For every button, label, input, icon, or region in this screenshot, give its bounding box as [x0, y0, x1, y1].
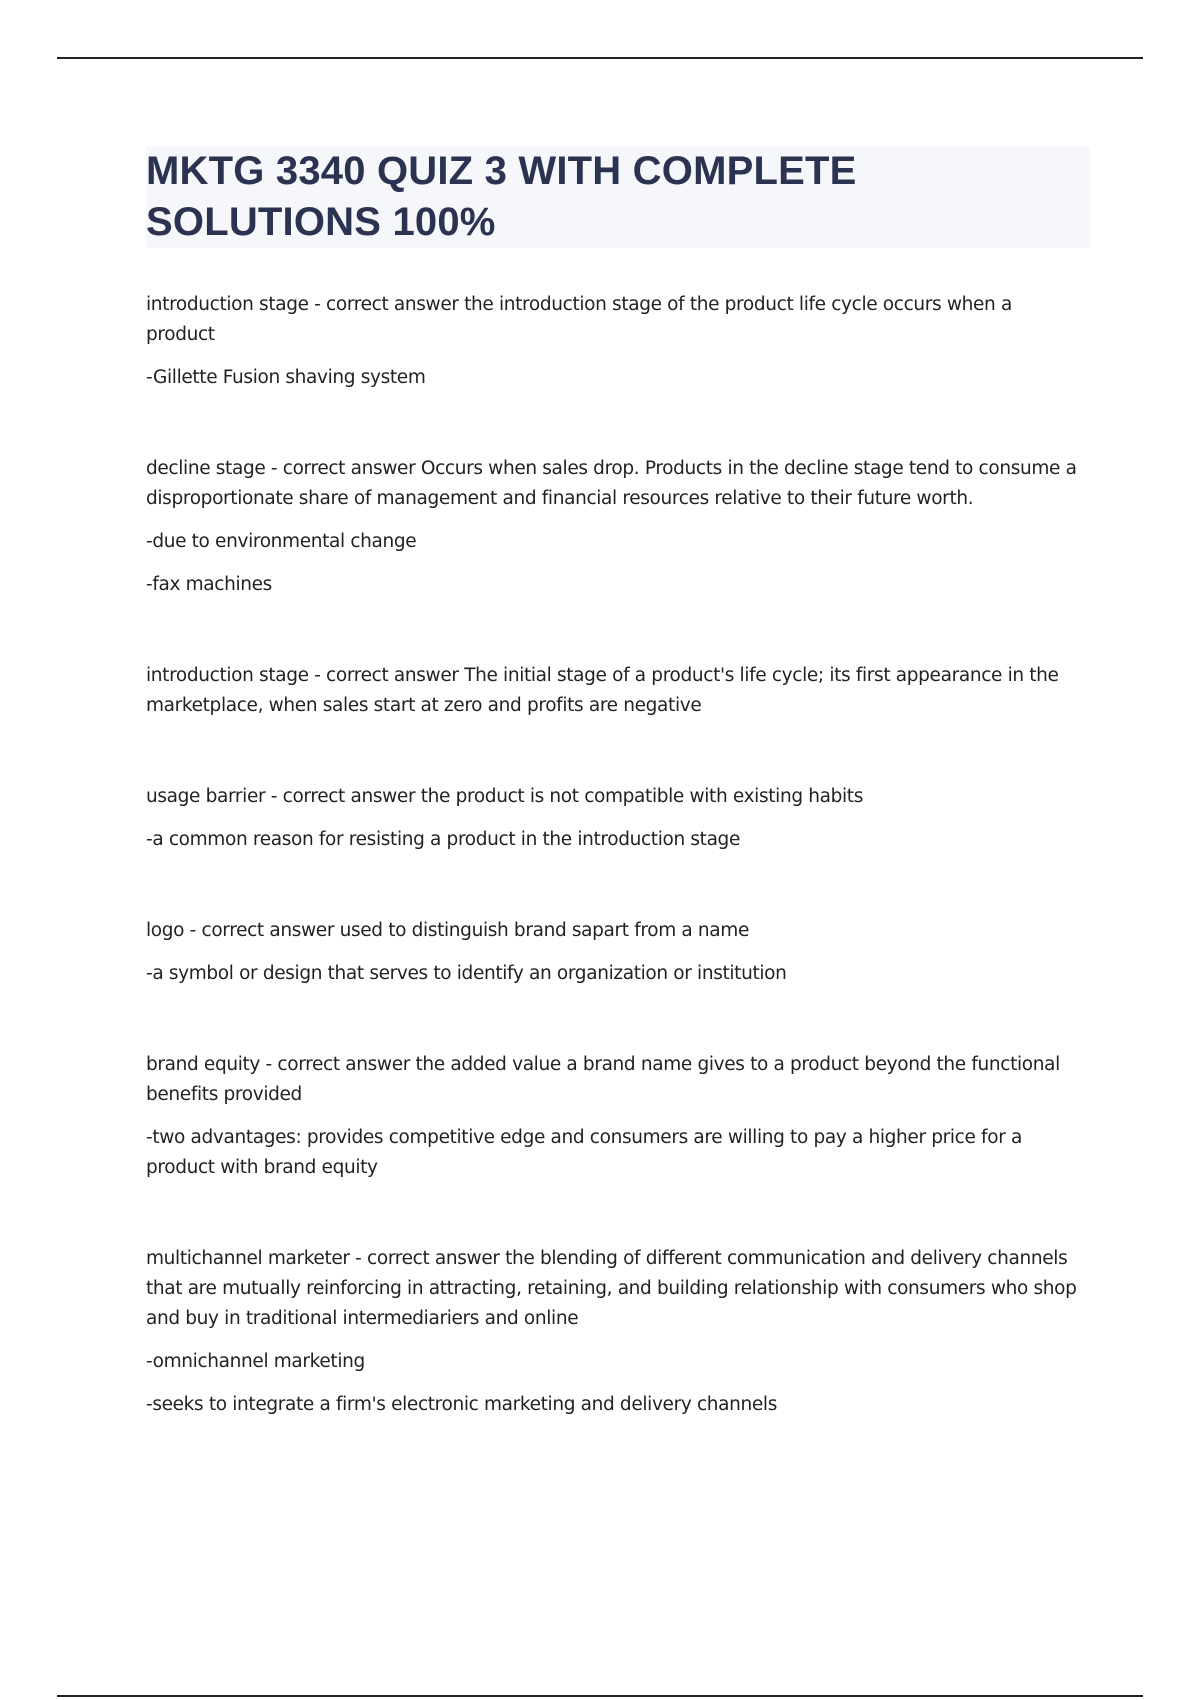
flashcard — [146, 916, 1086, 989]
flashcard-list — [146, 290, 1086, 1420]
flashcard-definition: usage barrier - correct answer the product is not compatible with existing habits — [146, 786, 863, 807]
flashcard-note: -Gillette Fusion shaving system — [146, 367, 426, 388]
flashcard — [146, 290, 1086, 393]
title-block — [146, 146, 1090, 248]
flashcard — [146, 1244, 1086, 1420]
flashcard-definition: introduction stage - correct answer the introduction stage of the product life cycle occurs when a product — [146, 294, 1012, 345]
flashcard-definition: multichannel marketer - correct answer the blending of different communication and delivery channels that are mutually reinforcing in attracting, retaining, and building relationship with consumers who shop and buy in traditional intermediariers and online — [146, 1248, 1077, 1329]
flashcard-note: -omnichannel marketing — [146, 1351, 365, 1372]
flashcard-definition: logo - correct answer used to distinguish brand sapart from a name — [146, 920, 749, 941]
flashcard — [146, 454, 1086, 600]
flashcard-note: -a symbol or design that serves to identify an organization or institution — [146, 963, 787, 984]
flashcard-definition: brand equity - correct answer the added value a brand name gives to a product beyond the functional benefits provided — [146, 1054, 1060, 1105]
flashcard — [146, 661, 1086, 721]
flashcard — [146, 782, 1086, 855]
flashcard — [146, 1050, 1086, 1183]
flashcard-note: -due to environmental change — [146, 531, 417, 552]
flashcard-note: -two advantages: provides competitive edge and consumers are willing to pay a higher price for a product with brand equity — [146, 1127, 1022, 1178]
flashcard-definition: introduction stage - correct answer The initial stage of a product's life cycle; its first appearance in the marketplace, when sales start at zero and profits are negative — [146, 665, 1059, 716]
document-title: MKTG 3340 QUIZ 3 WITH COMPLETE SOLUTIONS 100% — [146, 149, 857, 244]
top-rule — [57, 57, 1143, 59]
flashcard-note: -fax machines — [146, 574, 272, 595]
bottom-rule — [57, 1695, 1143, 1697]
flashcard-definition: decline stage - correct answer Occurs when sales drop. Products in the decline stage tend to consume a disproportionate share of management and financial resources relative to their future worth. — [146, 458, 1077, 509]
flashcard-note: -a common reason for resisting a product in the introduction stage — [146, 829, 740, 850]
flashcard-note: -seeks to integrate a firm's electronic marketing and delivery channels — [146, 1394, 777, 1415]
